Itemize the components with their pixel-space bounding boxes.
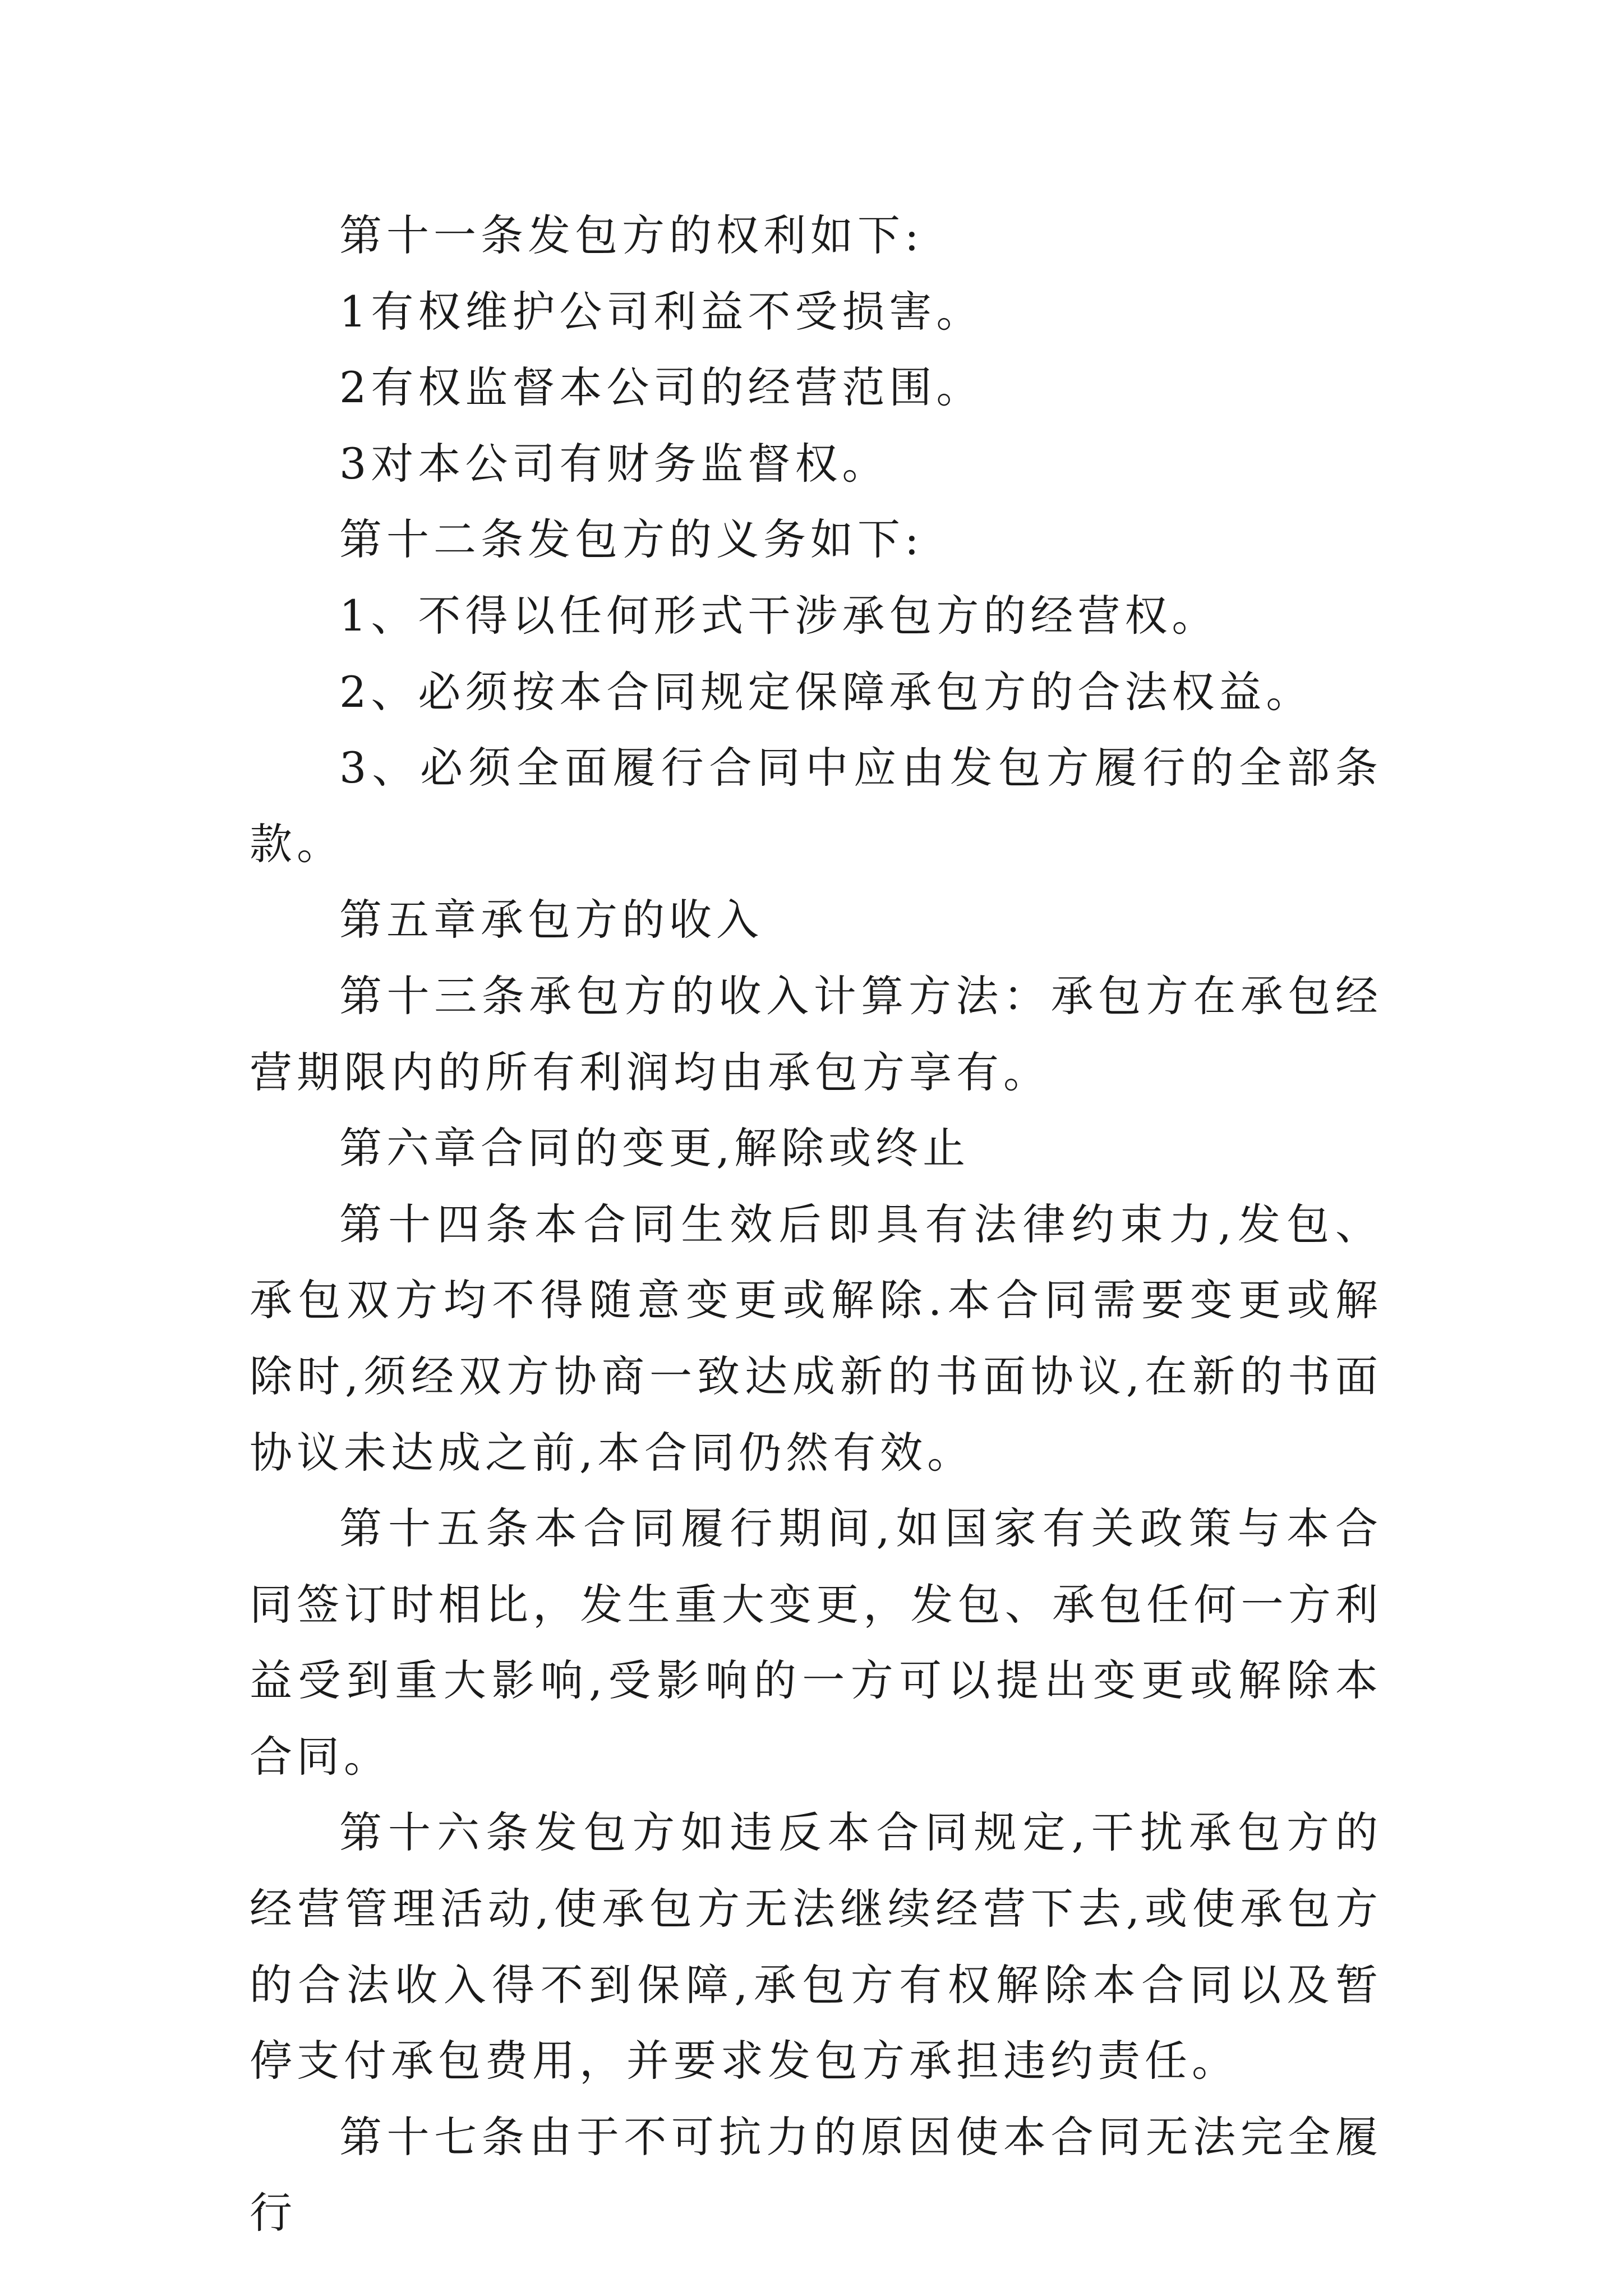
paragraph: 第十三条承包方的收入计算方法：承包方在承包经营期限内的所有利润均由承包方享有。 [250, 970, 1382, 1097]
paragraph: 第十四条本合同生效后即具有法律约束力,发包、承包双方均不得随意变更或解除.本合同需要变更或解除时,须经双方协商一致达成新的书面协议,在新的书面协议未达成之前,本合同仍然有效。 [250, 1199, 1382, 1478]
paragraph: 第十六条发包方如违反本合同规定,干扰承包方的经营管理活动,使承包方无法继续经营下去,或使承包方的合法收入得不到保障,承包方有权解除本合同以及暂停支付承包费用，并要求发包方承担违约责任。 [250, 1807, 1382, 2086]
paragraph: 第十七条由于不可抗力的原因使本合同无法完全履行 [250, 2111, 1382, 2238]
paragraph: 1、不得以任何形式干涉承包方的经营权。 [339, 590, 1219, 641]
paragraph: 2、必须按本合同规定保障承包方的合法权益。 [339, 666, 1313, 717]
paragraph: 第十一条发包方的权利如下: [339, 210, 924, 260]
section-heading: 第六章合同的变更,解除或终止 [339, 1123, 970, 1174]
paragraph: 第十五条本合同履行期间,如国家有关政策与本合同签订时相比，发生重大变更，发包、承包任何一方利益受到重大影响,受影响的一方可以提出变更或解除本合同。 [250, 1503, 1382, 1782]
paragraph: 第十二条发包方的义务如下: [339, 514, 924, 565]
section-heading: 第五章承包方的收入 [339, 895, 763, 945]
paragraph: 1有权维护公司利益不受损害。 [339, 286, 984, 337]
paragraph: 3对本公司有财务监督权。 [339, 438, 889, 489]
paragraph: 2有权监督本公司的经营范围。 [339, 362, 984, 413]
paragraph: 3、必须全面履行合同中应由发包方履行的全部条款。 [250, 743, 1382, 869]
document-body [250, 197, 1382, 2251]
